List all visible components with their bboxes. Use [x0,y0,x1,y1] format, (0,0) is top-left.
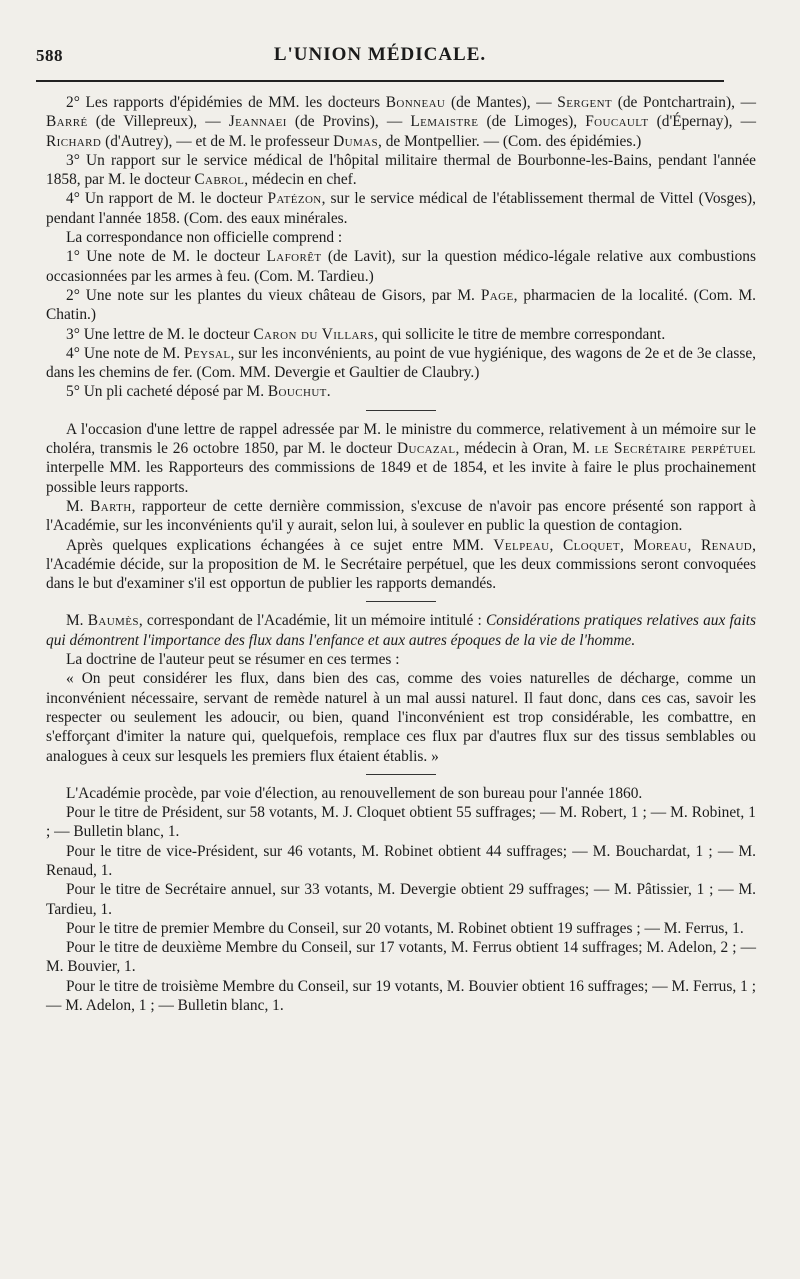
paragraph [46,880,756,919]
title-italic: Considérations pratiques relatives aux faits qui démontrent l'importance des flux dans l'enfance et aux autres époques de la vie de l'homme. [46,612,756,649]
text-run: 5° Un pli cacheté déposé par M. [66,383,268,401]
text-run: . [326,383,331,401]
page-header [36,44,724,76]
header-rule [36,80,724,82]
text-run: , correspondant de l'Académie, lit un mémoire intitulé : [138,612,486,630]
paragraph [46,247,756,286]
name-smallcaps: Bouchut [267,383,327,401]
name-smallcaps: Richard [46,132,102,150]
paragraph [46,977,756,1016]
text-run: , sur le service médical de l'établissement thermal de Vittel (Vosges), pendant l'année 1858. (Com. des eaux minérales. [46,190,756,227]
paragraph [46,919,756,938]
paragraph [46,228,756,247]
name-smallcaps: Jeannaei [228,113,287,131]
section-separator [46,766,756,784]
text-run: 1° Une note de M. le docteur [66,248,267,266]
paragraph [46,325,756,344]
paragraph [46,497,756,536]
text-run: , [687,536,701,554]
body-text [46,93,756,1015]
text-run: (de Provins), — [286,113,411,131]
text-run: Pour le titre de deuxième Membre du Conseil, sur 17 votants, M. Ferrus obtient 14 suffrages; M. Adelon, 2 ; — M. Bouvier, 1. [46,939,756,976]
name-smallcaps: Laforêt [266,248,322,266]
text-run: Pour le titre de Secrétaire annuel, sur 33 votants, M. Devergie obtient 29 suffrages; — M. Pâtissier, 1 ; — M. Tardieu, 1. [46,881,756,918]
election-section [46,784,756,1016]
text-run: 4° Une note de M. [66,344,185,362]
text-run: , [549,536,563,554]
text-run: (de Villepreux), — [87,113,229,131]
text-run: , sur les inconvénients, au point de vue hygiénique, des wagons de 2e et de 3e classe, dans les chemins de fer. (Com. MM. Devergie et Gaultier de Claubry.) [46,344,756,382]
text-run: (de Pontchartrain), — [612,94,756,111]
baumes-memoir-section [46,611,756,765]
name-smallcaps: Velpeau [493,536,550,554]
text-run: , rapporteur de cette dernière commission, s'excuse de n'avoir pas encore présenté son rapport à l'Académie, sur les inconvénients qu'il y aurait, selon lui, à soulever en public la question de contagion. [46,497,756,535]
running-title: L'UNION MÉDICALE. [273,44,487,65]
paragraph [46,286,756,325]
text-run: (de Lavit), sur la question médico-légale relative aux combustions occasionnées par les armes à feu. (Com. M. Tardieu.) [46,248,756,285]
paragraph [46,382,756,401]
paragraph [46,669,756,765]
name-smallcaps: Cloquet [562,536,620,554]
page-number: 588 [36,46,63,65]
text-run: Pour le titre de Président, sur 58 votants, M. J. Cloquet obtient 55 suffrages; — M. Robert, 1 ; — M. Robinet, 1 ; — Bulletin blanc, 1. [46,804,756,841]
text-run: , médecin à Oran, M. [455,440,595,458]
text-run: (de Limoges), [478,113,586,131]
correspondence-list [46,93,756,402]
name-smallcaps: Foucault [585,113,649,131]
name-smallcaps: Peysal [184,344,231,362]
name-smallcaps: Dumas [333,132,378,150]
name-smallcaps: le Secrétaire perpétuel [594,440,756,458]
paragraph [46,938,756,977]
paragraph [46,93,756,151]
section-separator [46,402,756,420]
text-run: La doctrine de l'auteur peut se résumer en ces termes : [66,651,400,669]
name-smallcaps: Cabrol [194,171,245,189]
text-run: (de Mantes), — [445,94,558,111]
paragraph [46,420,756,497]
text-run: Pour le titre de troisième Membre du Conseil, sur 19 votants, M. Bouvier obtient 16 suffrages; — M. Ferrus, 1 ; — M. Adelon, 1 ; — Bulletin blanc, 1. [46,977,756,1015]
text-run: 3° Un rapport sur le service médical de l'hôpital militaire thermal de Bourbonne-les-Bains, pendant l'année 1858, par M. le docteur [46,151,756,189]
paragraph [46,784,756,803]
text-run: interpelle MM. les Rapporteurs des commissions de 1849 et de 1854, et les invite à faire le plus prochainement possible leurs rapports. [46,459,756,496]
name-smallcaps: Caron du Villars [253,325,375,343]
text-run: Pour le titre de vice-Président, sur 46 votants, M. Robinet obtient 44 suffrages; — M. Bouchardat, 1 ; — M. Renaud, 1. [46,842,756,879]
name-smallcaps: Patézon [267,190,322,208]
text-run: Après quelques explications échangées à ce sujet entre MM. [66,536,494,554]
name-smallcaps: Moreau [633,536,688,554]
name-smallcaps: Barré [46,113,88,131]
name-smallcaps: Lemaistre [410,113,479,131]
paragraph [46,536,756,594]
name-smallcaps: Barth [90,497,132,515]
text-run: , [620,536,634,554]
paragraph [46,151,756,190]
name-smallcaps: Baumès [87,612,139,630]
name-smallcaps: Sergent [557,94,613,111]
text-run: (d'Autrey), — et de M. le professeur [101,132,334,150]
text-run: (d'Épernay), — [648,113,756,131]
text-run: , de Montpellier. — (Com. des épidémies.) [378,132,642,150]
name-smallcaps: Page [480,286,514,304]
name-smallcaps: Bonneau [385,94,446,111]
text-run: , médecin en chef. [244,171,357,189]
paragraph [46,842,756,881]
name-smallcaps: Ducazal [396,440,456,458]
paragraph [46,611,756,650]
text-run: M. [66,497,91,515]
cholera-memoir-section [46,420,756,594]
text-run: L'Académie procède, par voie d'élection, au renouvellement de son bureau pour l'année 1860. [66,784,643,802]
text-run: 3° Une lettre de M. le docteur [66,325,254,343]
text-run: 2° Les rapports d'épidémies de MM. les docteurs [66,94,386,111]
paragraph [46,189,756,228]
text-run: « On peut considérer les flux, dans bien des cas, comme des voies naturelles de décharge, comme un inconvénient nécessaire, servant de remède naturel à un mal aussi naturel. Il faut donc, dans ces cas, savoir les respecter ou seulement les adoucir, ou bien, quand l'inconvénient est trop considérable, les combattre, en s'efforçant d'imiter la nature qui, quelquefois, remplace ces flux par d'autres flux sur des tissus semblables ou analogues à ceux sur lesquels les premiers flux étaient établis. » [46,670,756,765]
text-run: 2° Une note sur les plantes du vieux château de Gisors, par M. [66,286,481,304]
paragraph [46,650,756,669]
name-smallcaps: Renaud [700,536,753,554]
text-run: , pharmacien de la localité. (Com. M. Chatin.) [46,286,756,324]
text-run: Pour le titre de premier Membre du Conseil, sur 20 votants, M. Robinet obtient 19 suffrages ; — M. Ferrus, 1. [66,919,744,937]
text-run: La correspondance non officielle comprend : [66,229,343,247]
text-run: M. [66,612,88,630]
text-run: 4° Un rapport de M. le docteur [66,190,268,208]
section-separator [46,593,756,611]
text-run: A l'occasion d'une lettre de rappel adressée par M. le ministre du commerce, relativement à un mémoire sur le choléra, transmis le 26 octobre 1850, par M. le docteur [46,420,756,458]
paragraph [46,344,756,383]
text-run: , l'Académie décide, sur la proposition de M. le Secrétaire perpétuel, que les deux commissions seront convoquées dans le but d'examiner s'il est opportun de publier les rapports demandés. [46,536,757,593]
paragraph [46,803,756,842]
text-run: , qui sollicite le titre de membre correspondant. [374,325,666,343]
